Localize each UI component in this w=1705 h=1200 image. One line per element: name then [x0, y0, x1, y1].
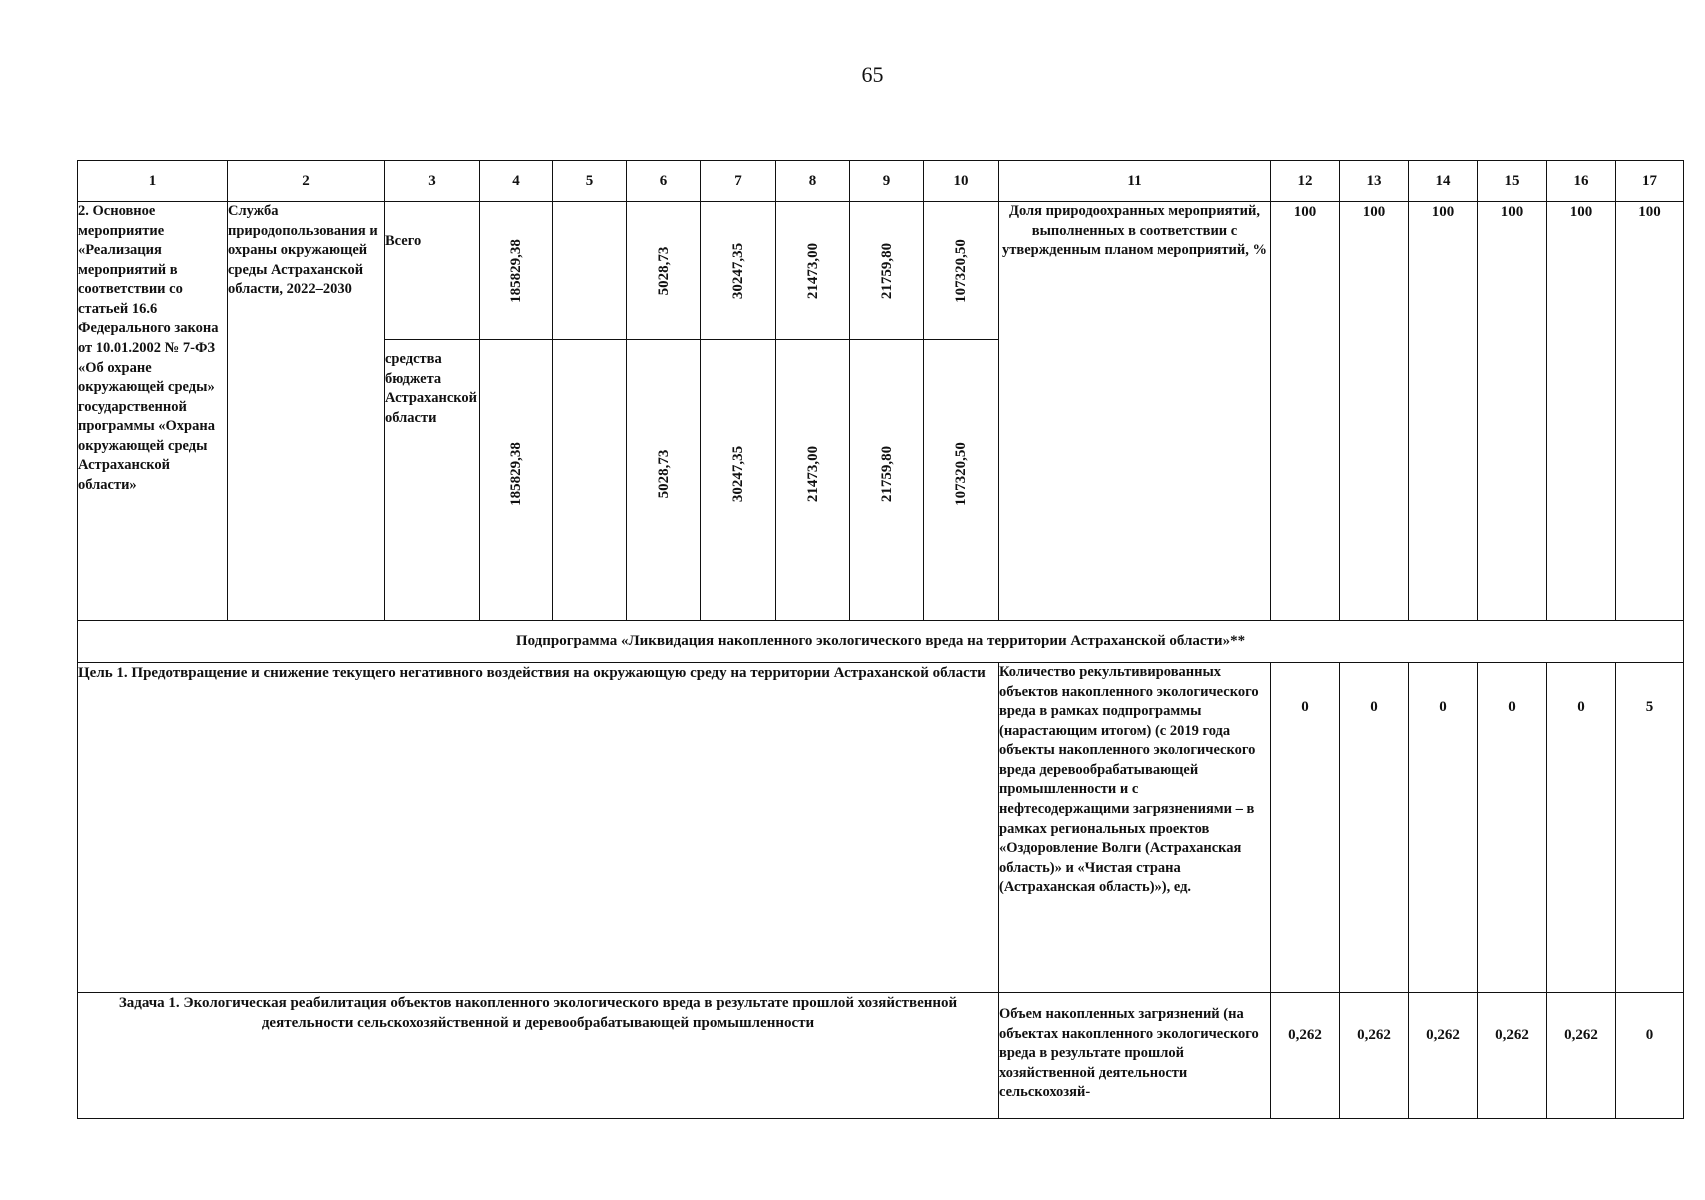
column-header: 8: [776, 161, 850, 202]
funding-source-total: Всего: [385, 202, 480, 340]
column-header: 9: [850, 161, 924, 202]
indicator-value: 100: [1271, 202, 1340, 621]
amount-2025: 21759,80: [878, 242, 895, 299]
amount-cell-empty: [553, 340, 627, 621]
column-header: 5: [553, 161, 627, 202]
column-header: 7: [701, 161, 776, 202]
indicator-value: 100: [1478, 202, 1547, 621]
amount-2026: 107320,50: [952, 238, 969, 303]
goal-value: 0: [1478, 663, 1547, 993]
goal-value: 0: [1340, 663, 1409, 993]
goal-indicator: Количество рекультивированных объектов накопленного экологического вреда в рамках подпрограммы (нарастающим итогом) (с 2019 года объекты накопленного экологического вреда деревообрабатывающей промышленности и с нефтесодержащими загрязнениями – в рамках региональных проектов «Оздоровление Волги (Астраханская область)» и «Чистая страна (Астраханская область)»), ед.: [999, 663, 1271, 993]
task-value: 0,262: [1409, 993, 1478, 1119]
column-header: 3: [385, 161, 480, 202]
task-value: 0,262: [1478, 993, 1547, 1119]
indicator-value: 100: [1409, 202, 1478, 621]
goal-row: [78, 663, 1684, 993]
task-value: 0,262: [1340, 993, 1409, 1119]
column-header: 6: [627, 161, 701, 202]
goal-value: 0: [1271, 663, 1340, 993]
column-header: 13: [1340, 161, 1409, 202]
subprogram-title: Подпрограмма «Ликвидация накопленного экологического вреда на территории Астраханской области»**: [78, 621, 1684, 663]
amount-2023: 30247,35: [729, 242, 746, 299]
column-header: 2: [228, 161, 385, 202]
amount-2022: 5028,73: [655, 450, 672, 499]
amount-cell-empty: [553, 202, 627, 340]
program-table: [77, 160, 1684, 1119]
indicator-value: 100: [1547, 202, 1616, 621]
amount-2024: 21473,00: [804, 446, 821, 503]
column-header: 17: [1616, 161, 1684, 202]
task-value: 0,262: [1271, 993, 1340, 1119]
column-header: 15: [1478, 161, 1547, 202]
goal-value: 0: [1409, 663, 1478, 993]
page-number: 65: [861, 62, 884, 87]
column-header: 1: [78, 161, 228, 202]
table-header-row: [78, 161, 1684, 202]
subprogram-row: [78, 621, 1684, 663]
task-value: 0,262: [1547, 993, 1616, 1119]
task-indicator: Объем накопленных загрязнений (на объектах накопленного экологического вреда в результате прошлой хозяйственной деятельности сельскохозяй-: [999, 993, 1271, 1119]
column-header: 11: [999, 161, 1271, 202]
table-row: [78, 202, 1684, 340]
amount-total: 185829,38: [507, 238, 524, 303]
amount-2025: 21759,80: [878, 446, 895, 503]
goal-value: 0: [1547, 663, 1616, 993]
amount-2024: 21473,00: [804, 242, 821, 299]
funding-source-budget: средства бюджета Астраханской области: [385, 340, 480, 621]
column-header: 16: [1547, 161, 1616, 202]
indicator-value: 100: [1616, 202, 1684, 621]
goal-value: 5: [1616, 663, 1684, 993]
task-value: 0: [1616, 993, 1684, 1119]
column-header: 10: [924, 161, 999, 202]
task-row: [78, 993, 1684, 1119]
amount-2023: 30247,35: [729, 446, 746, 503]
amount-total: 185829,38: [507, 442, 524, 507]
column-header: 12: [1271, 161, 1340, 202]
goal-text: Цель 1. Предотвращение и снижение текущего негативного воздействия на окружающую среду на территории Астраханской области: [78, 663, 999, 993]
column-header: 4: [480, 161, 553, 202]
indicator-value: 100: [1340, 202, 1409, 621]
amount-2026: 107320,50: [952, 442, 969, 507]
amount-2022: 5028,73: [655, 246, 672, 295]
task-text: Задача 1. Экологическая реабилитация объектов накопленного экологического вреда в результате прошлой хозяйственной деятельности сельскохозяйственной и деревообрабатывающей промышленности: [78, 993, 999, 1119]
measure-title: 2. Основное мероприятие «Реализация мероприятий в соответствии со статьей 16.6 Федерального закона от 10.01.2002 № 7-ФЗ «Об охране окружающей среды» государственной программы «Охрана окружающей среды Астраханской области»: [78, 202, 228, 621]
column-header: 14: [1409, 161, 1478, 202]
indicator-text: Доля природоохранных мероприятий, выполненных в соответствии с утвержденным планом мероприятий, %: [999, 202, 1271, 621]
measure-executor: Служба природопользования и охраны окружающей среды Астраханской области, 2022–2030: [228, 202, 385, 621]
